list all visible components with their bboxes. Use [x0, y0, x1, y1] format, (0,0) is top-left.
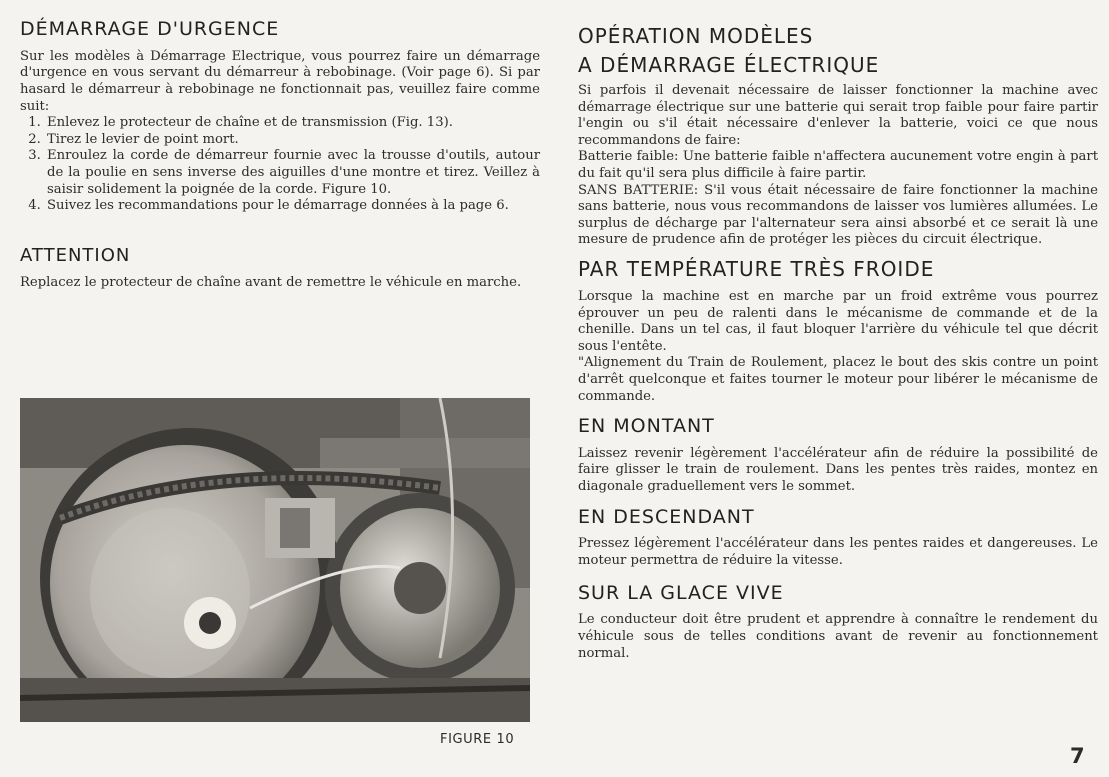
step-item: 4. Suivez les recommandations pour le démarrage données à la page 6. [45, 198, 540, 215]
right-column [578, 0, 1098, 662]
downhill-heading: EN DESCENDANT [578, 505, 755, 528]
cold-weather-paragraph: Lorsque la machine est en marche par un froid extrême vous pourrez éprouver un peu de ralenti dans le mécanisme de commande et de la chenille. Dans un tel cas, il faut bloquer l'arrière du véhicule tel que décrit sous l'entête. [578, 288, 1098, 354]
emergency-start-steps [20, 115, 540, 215]
downhill-paragraph: Pressez légèrement l'accélérateur dans les pentes raides et dangereuses. Le moteur permettra de réduire la vitesse. [578, 536, 1098, 569]
left-column [20, 0, 540, 292]
engine-pulley-illustration [20, 398, 530, 722]
figure-10-photo [20, 398, 530, 722]
uphill-heading: EN MONTANT [578, 415, 715, 438]
cold-weather-heading: PAR TEMPÉRATURE TRÈS FROIDE [578, 256, 935, 281]
step-item: 1. Enlevez le protecteur de chaîne et de transmission (Fig. 13). [45, 115, 540, 132]
step-item: 2. Tirez le levier de point mort. [45, 132, 540, 149]
attention-body: Replacez le protecteur de chaîne avant de remettre le véhicule en marche. [20, 275, 522, 291]
uphill-paragraph: Laissez revenir légèrement l'accélérateur afin de réduire la possibilité de faire glisser le train de roulement. Dans les pentes très raides, montez en diagonale graduellement vers le sommet. [578, 445, 1098, 495]
electric-start-heading-line1: OPÉRATION MODÈLES [578, 24, 814, 48]
figure-caption: FIGURE 10 [440, 732, 515, 747]
step-item: 3. Enroulez la corde de démarreur fournie avec la trousse d'outils, autour de la poulie en sens inverse des aiguilles d'une montre et tirez. Veillez à saisir solidement la poignée de la corde. Figure 10. [45, 148, 540, 198]
weak-battery-paragraph: Batterie faible: Une batterie faible n'affectera aucunement votre engin à part du fait qu'il sera plus difficile à faire partir. [578, 149, 1098, 181]
page-number: 7 [1070, 744, 1085, 768]
ice-paragraph: Le conducteur doit être prudent et apprendre à connaître le rendement du véhicule sous de telles conditions avant de revenir au fonctionnement normal. [578, 612, 1098, 661]
emergency-start-intro: Sur les modèles à Démarrage Electrique, vous pourrez faire un démarrage d'urgence en vous servant du démarreur à rebobinage. (Voir page 6). Si par hasard le démarreur à rebobinage ne fonctionnait pas, veuillez faire comme suit: [20, 48, 540, 114]
no-battery-paragraph: SANS BATTERIE: S'il vous était nécessaire de faire fonctionner la machine sans batterie, nous vous recommandons de laisser vos lumières allumées. Le surplus de décharge par l'alternateur sera ainsi absorbé et ce serait là une mesure de prudence afin de protéger les pièces du circuit électrique. [578, 182, 1098, 248]
electric-start-heading-line2: A DÉMARRAGE ÉLECTRIQUE [578, 53, 880, 77]
track-alignment-paragraph: "Alignement du Train de Roulement, placez le bout des skis contre un point d'arrêt quelconque et faites tourner le moteur pour libérer le mécanisme de commande. [578, 355, 1098, 404]
ice-heading: SUR LA GLACE VIVE [578, 581, 784, 604]
attention-heading: ATTENTION [20, 244, 131, 266]
emergency-start-heading: DÉMARRAGE D'URGENCE [20, 18, 280, 40]
electric-start-paragraph: Si parfois il devenait nécessaire de laisser fonctionner la machine avec démarrage électrique sur une batterie qui serait trop faible pour faire partir l'engin ou s'il était nécessaire d'enlever la batterie, voici ce que nous recommandons de faire: [578, 83, 1098, 148]
